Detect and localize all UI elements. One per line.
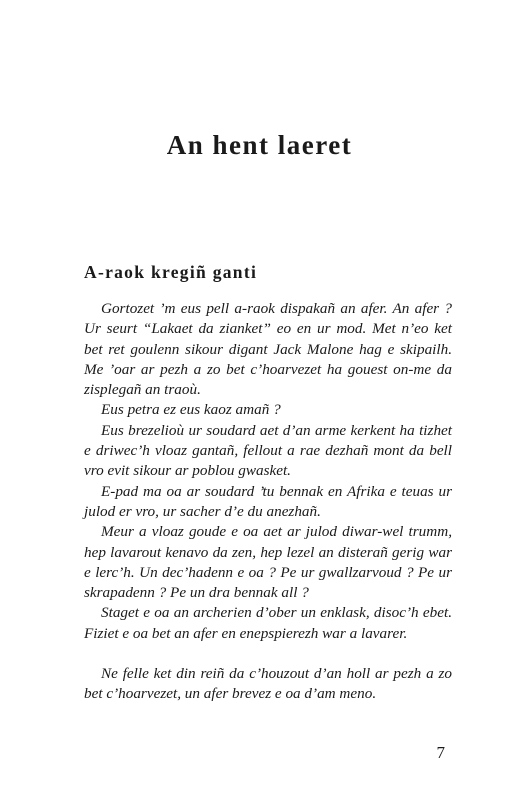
body-text <box>84 299 452 705</box>
paragraph: Gortozet ’m eus pell a-raok dispakañ an afer. An afer ? Ur seurt “Lakaet da zianket” eo en ur mod. Met n’eo ket bet ret goulenn sikour digant Jack Malone hag e skipailh. Me ’oar ar pezh a zo bet c’hoarvezet ha gouest on-me da zisplegañ an traoù. <box>84 300 452 399</box>
paragraph: Staget e oa an archerien d’ober un enklask, disoc’h ebet. Fiziet e oa bet an afer en enepspierezh war a lavarer. <box>84 604 452 642</box>
section-heading: A-raok kregiñ ganti <box>84 262 258 282</box>
paragraph-gap <box>84 644 452 664</box>
chapter-title: An hent laeret <box>166 130 353 160</box>
paragraph: Meur a vloaz goude e oa aet ar julod diwar-wel trumm, hep lavarout kenavo da zen, hep lezel an disterañ gerig war e lerc’h. Un dec’hadenn e oa ? Pe ur gwallzarvoud ? Pe ur skrapadenn ? Pe un dra bennak all ? <box>84 523 452 602</box>
paragraph: Eus brezelioù ur soudard aet d’an arme kerkent ha tizhet e driwec’h vloaz gantañ, fellout a rae dezhañ mont da bell vro evit sikour ar poblou gwasket. <box>84 421 452 480</box>
paragraph: Eus petra ez eus kaoz amañ ? <box>101 401 281 419</box>
page-number: 7 <box>436 743 445 762</box>
paragraph: E-pad ma oa ar soudard ’tu bennak en Afrika e teuas ur julod er vro, ur sacher d’e du anezhañ. <box>84 482 452 520</box>
closing-paragraph: Ne felle ket din reiñ da c’houzout d’an holl ar pezh a zo bet c’hoarvezet, un afer brevez e oa d’am meno. <box>84 665 452 703</box>
